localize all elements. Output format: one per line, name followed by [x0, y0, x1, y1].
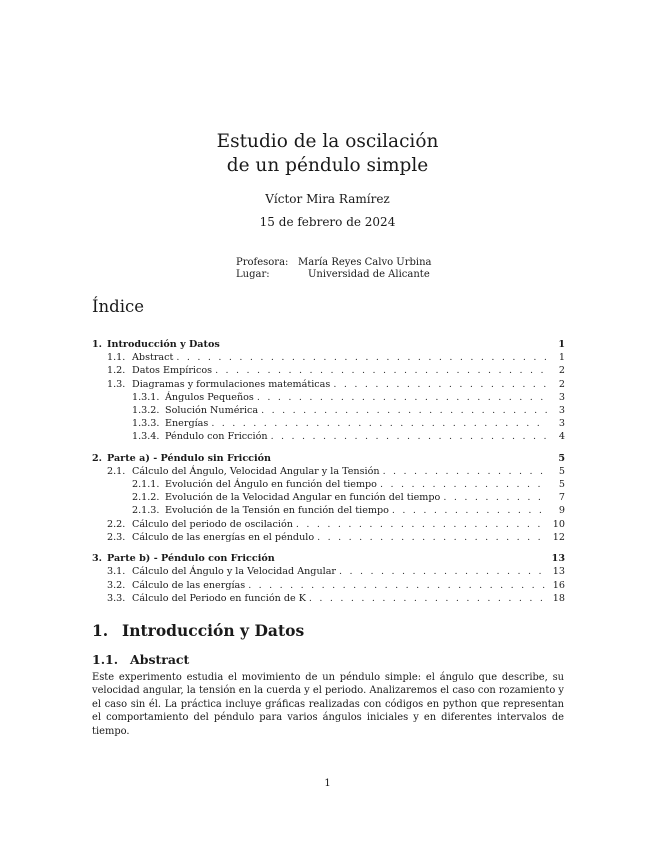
toc-entry-title: Cálculo del periodo de oscilación: [132, 518, 293, 530]
profesora-label: Profesora:: [236, 257, 289, 268]
toc-entry[interactable]: [92, 351, 565, 364]
toc-entry-number: 1.1.: [107, 352, 126, 364]
title-line-1: Estudio de la oscilación: [216, 131, 439, 152]
toc-entry-page: 16: [552, 579, 565, 591]
toc-entry-number: 1.3.1.: [132, 391, 160, 403]
profesora-value: María Reyes Calvo Urbina: [298, 257, 432, 268]
toc-entry[interactable]: [92, 592, 565, 605]
page-number: 1: [324, 778, 331, 789]
toc-entry-title: Diagramas y formulaciones matemáticas: [132, 378, 331, 390]
toc-dot-leader: [309, 592, 547, 605]
toc-entry-page: 4: [558, 431, 565, 443]
toc-entry[interactable]: [92, 565, 565, 578]
toc-dot-leader: [383, 465, 547, 478]
toc-entry-page: 13: [552, 566, 565, 578]
section-heading: [92, 621, 304, 640]
abstract-paragraph: Este experimento estudia el movimiento de un péndulo simple: el ángulo que describe, su velocidad angular, la tensión en la cuerda y el periodo. Analizaremos el caso con rozamiento y el caso sin él. La práctica incluye gráficas realizadas con códigos en python que representan el comportamiento del péndulo para varios ángulos iniciales y en diferentes intervalos de tiempo.: [92, 672, 565, 737]
section-title: Introducción y Datos: [122, 621, 305, 640]
toc-entry[interactable]: [92, 391, 565, 404]
toc-entry-page: 3: [558, 391, 565, 403]
toc-entry-title: Abstract: [132, 352, 174, 364]
toc-entry-page: 10: [552, 518, 565, 530]
toc-entry-title: Energías: [165, 418, 209, 430]
toc-entry-number: 3.: [92, 553, 103, 565]
toc-entry-page: 5: [558, 465, 565, 477]
table-of-contents: [92, 338, 565, 605]
toc-entry-number: 1.3.4.: [132, 431, 160, 443]
toc-entry[interactable]: [92, 430, 565, 443]
toc-dot-leader: [211, 417, 547, 430]
toc-dot-leader: [215, 364, 547, 377]
toc-entry-page: 5: [558, 479, 565, 491]
toc-entry-page: 1: [558, 339, 565, 350]
toc-dot-leader: [443, 491, 547, 504]
toc-entry-number: 2.1.: [107, 465, 126, 477]
toc-entry[interactable]: [92, 491, 565, 504]
toc-entry-title: Datos Empíricos: [132, 365, 213, 377]
toc-entry[interactable]: [92, 531, 565, 544]
toc-entry-page: 3: [558, 418, 565, 430]
toc-entry-number: 1.3.: [107, 378, 126, 390]
lugar-value: Universidad de Alicante: [308, 269, 430, 280]
toc-entry-number: 2.1.2.: [132, 492, 160, 504]
subsection-heading: [92, 652, 189, 667]
toc-entry[interactable]: [92, 417, 565, 430]
toc-entry-number: 1.2.: [107, 365, 126, 377]
date: 15 de febrero de 2024: [259, 215, 396, 229]
toc-entry-number: 3.1.: [107, 566, 126, 578]
lugar-label: Lugar:: [236, 269, 270, 280]
toc-entry[interactable]: [92, 378, 565, 391]
toc-entry-page: 5: [558, 452, 565, 464]
toc-entry-title: Evolución de la Velocidad Angular en función del tiempo: [165, 492, 441, 504]
author: Víctor Mira Ramírez: [265, 192, 390, 206]
toc-entry-title: Cálculo del Ángulo, Velocidad Angular y la Tensión: [132, 465, 380, 477]
toc-dot-leader: [392, 504, 547, 517]
toc-entry[interactable]: [92, 518, 565, 531]
toc-entry-title: Cálculo del Ángulo y la Velocidad Angular: [132, 566, 337, 578]
toc-entry-title: Evolución de la Tensión en función del tiempo: [165, 505, 389, 517]
toc-entry-page: 2: [558, 378, 565, 390]
toc-entry-page: 18: [552, 592, 565, 604]
toc-entry[interactable]: [92, 579, 565, 592]
toc-entry-title: Cálculo de las energías en el péndulo: [132, 531, 315, 543]
toc-entry-page: 9: [558, 505, 565, 517]
toc-entry-page: 3: [558, 404, 565, 416]
toc-dot-leader: [339, 565, 547, 578]
toc-entry-number: 1.3.2.: [132, 404, 160, 416]
toc-entry-number: 1.: [92, 339, 103, 350]
toc-entry-title: Péndulo con Fricción: [165, 431, 268, 443]
toc-entry-title: Ángulos Pequeños: [165, 391, 254, 403]
toc-dot-leader: [271, 430, 547, 443]
toc-entry[interactable]: [92, 364, 565, 377]
toc-entry[interactable]: [92, 452, 565, 465]
toc-entry-page: 12: [552, 531, 565, 543]
toc-entry-title: Parte a) - Péndulo sin Fricción: [107, 452, 272, 464]
toc-entry-number: 2.3.: [107, 531, 126, 543]
toc-entry-title: Cálculo de las energías: [132, 579, 246, 591]
toc-entry[interactable]: [92, 404, 565, 417]
toc-entry-page: 2: [558, 365, 565, 377]
toc-entry[interactable]: [92, 338, 565, 351]
toc-entry[interactable]: [92, 465, 565, 478]
toc-dot-leader: [296, 518, 547, 531]
toc-dot-leader: [248, 579, 547, 592]
title-line-2: de un péndulo simple: [226, 155, 429, 176]
toc-dot-leader: [261, 404, 547, 417]
index-heading: Índice: [92, 297, 144, 316]
section-number: 1.: [92, 621, 109, 640]
toc-entry-number: 1.3.3.: [132, 418, 160, 430]
subsection-number: 1.1.: [92, 652, 119, 667]
toc-entry-number: 3.2.: [107, 579, 126, 591]
toc-entry-title: Evolución del Ángulo en función del tiempo: [165, 479, 377, 491]
toc-entry-title: Cálculo del Periodo en función de K: [132, 592, 306, 604]
toc-dot-leader: [176, 351, 547, 364]
toc-entry[interactable]: [92, 552, 565, 565]
toc-entry-number: 2.2.: [107, 518, 126, 530]
toc-entry-title: Solución Numérica: [165, 404, 259, 416]
toc-entry-number: 3.3.: [107, 592, 126, 604]
toc-dot-leader: [333, 378, 547, 391]
toc-entry-page: 13: [551, 553, 565, 565]
toc-dot-leader: [257, 391, 547, 404]
toc-entry-title: Parte b) - Péndulo con Fricción: [107, 553, 275, 565]
toc-entry-number: 2.: [92, 452, 103, 464]
toc-entry[interactable]: [92, 504, 565, 517]
subsection-title: Abstract: [130, 652, 190, 667]
toc-entry-number: 2.1.3.: [132, 505, 160, 517]
toc-entry-page: 1: [558, 352, 565, 364]
toc-entry-number: 2.1.1.: [132, 479, 160, 491]
toc-entry-page: 7: [558, 492, 565, 504]
toc-dot-leader: [380, 478, 547, 491]
toc-dot-leader: [317, 531, 547, 544]
toc-entry[interactable]: [92, 478, 565, 491]
toc-entry-title: Introducción y Datos: [107, 339, 220, 350]
